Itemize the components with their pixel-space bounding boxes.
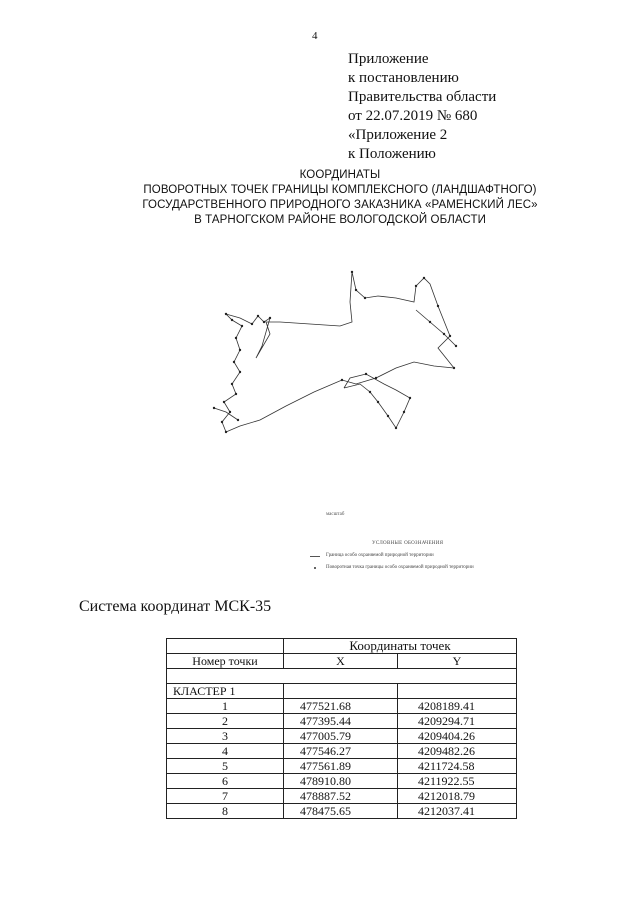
appendix-line: Правительства области xyxy=(348,89,497,105)
boundary-point xyxy=(351,271,353,273)
boundary-point xyxy=(225,313,227,315)
boundary-point xyxy=(455,345,457,347)
table-row xyxy=(167,744,517,759)
point-x: 478887.52 xyxy=(284,789,398,804)
point-x: 477395.44 xyxy=(284,714,398,729)
boundary-point xyxy=(377,401,379,403)
legend-point-symbol xyxy=(314,567,316,569)
title-line: ГОСУДАРСТВЕННОГО ПРИРОДНОГО ЗАКАЗНИКА «РАМЕНСКИЙ ЛЕС» xyxy=(142,199,538,211)
table-row xyxy=(167,729,517,744)
boundary-point xyxy=(269,317,271,319)
legend-line-symbol xyxy=(310,556,320,557)
table-spacer-row xyxy=(167,669,517,684)
table-row xyxy=(167,699,517,714)
boundary-point xyxy=(263,321,265,323)
point-y: 4209482.26 xyxy=(398,744,517,759)
column-header-x: X xyxy=(284,654,398,669)
table-spacer-cell xyxy=(167,669,517,684)
table-header-group: Координаты точек xyxy=(284,639,517,654)
table-header-row xyxy=(167,639,517,654)
legend-item xyxy=(300,562,474,574)
boundary-point xyxy=(231,383,233,385)
point-y: 4211724.58 xyxy=(398,759,517,774)
table-row xyxy=(167,774,517,789)
boundary-point xyxy=(375,377,377,379)
boundary-line xyxy=(416,310,456,346)
boundary-point xyxy=(257,315,259,317)
point-y: 4208189.41 xyxy=(398,699,517,714)
boundary-point xyxy=(449,335,451,337)
point-number: 2 xyxy=(167,714,284,729)
boundary-point xyxy=(341,379,343,381)
table-row xyxy=(167,789,517,804)
point-x: 477561.89 xyxy=(284,759,398,774)
boundary-point xyxy=(225,431,227,433)
boundary-point xyxy=(241,325,243,327)
legend-item-label: Поворотная точка границы особо охраняемой природной территории xyxy=(326,565,474,570)
point-x: 477546.27 xyxy=(284,744,398,759)
boundary-point xyxy=(369,391,371,393)
title-line: ПОВОРОТНЫХ ТОЧЕК ГРАНИЦЫ КОМПЛЕКСНОГО (ЛАНДШАФТНОГО) xyxy=(143,184,537,196)
boundary-point xyxy=(229,411,231,413)
boundary-point xyxy=(235,337,237,339)
boundary-point xyxy=(365,373,367,375)
boundary-point xyxy=(395,427,397,429)
coordinate-system-label: Система координат МСК-35 xyxy=(79,598,272,615)
boundary-point xyxy=(429,321,431,323)
point-x: 477521.68 xyxy=(284,699,398,714)
boundary-line xyxy=(214,408,238,420)
table-cell xyxy=(398,684,517,699)
table-row xyxy=(167,804,517,819)
point-number: 7 xyxy=(167,789,284,804)
legend-title: УСЛОВНЫЕ ОБОЗНАЧЕНИЯ xyxy=(372,541,444,546)
coordinates-table xyxy=(166,638,517,819)
point-y: 4212037.41 xyxy=(398,804,517,819)
boundary-point xyxy=(223,401,225,403)
boundary-point xyxy=(423,277,425,279)
appendix-line: от 22.07.2019 № 680 xyxy=(348,108,478,124)
boundary-point xyxy=(364,297,366,299)
boundary-point xyxy=(437,305,439,307)
boundary-point xyxy=(213,407,215,409)
appendix-line: «Приложение 2 xyxy=(348,127,448,143)
boundary-line xyxy=(344,374,410,428)
boundary-point xyxy=(453,367,455,369)
point-x: 478475.65 xyxy=(284,804,398,819)
point-y: 4212018.79 xyxy=(398,789,517,804)
legend-item-label: Граница особо охраняемой природной территории xyxy=(326,553,434,558)
table-cell xyxy=(284,684,398,699)
page-number: 4 xyxy=(312,30,318,42)
boundary-point xyxy=(239,371,241,373)
table-cluster-row xyxy=(167,684,517,699)
table-header-row xyxy=(167,654,517,669)
title-line: В ТАРНОГСКОМ РАЙОНЕ ВОЛОГОДСКОЙ ОБЛАСТИ xyxy=(194,214,486,226)
point-number: 3 xyxy=(167,729,284,744)
document-title xyxy=(0,168,640,228)
boundary-point xyxy=(415,285,417,287)
column-header-number: Номер точки xyxy=(167,654,284,669)
boundary-point xyxy=(221,421,223,423)
title-line: КООРДИНАТЫ xyxy=(299,169,381,181)
map-legend xyxy=(300,538,474,574)
boundary-point xyxy=(443,333,445,335)
boundary-point xyxy=(233,361,235,363)
appendix-line: к Положению xyxy=(348,146,436,162)
boundary-point xyxy=(237,419,239,421)
point-y: 4211922.55 xyxy=(398,774,517,789)
boundary-point xyxy=(409,397,411,399)
point-number: 1 xyxy=(167,699,284,714)
table-row xyxy=(167,759,517,774)
boundary-point xyxy=(231,319,233,321)
table-row xyxy=(167,714,517,729)
point-number: 4 xyxy=(167,744,284,759)
boundary-map xyxy=(200,262,480,442)
cluster-label: КЛАСТЕР 1 xyxy=(167,684,284,699)
point-x: 478910.80 xyxy=(284,774,398,789)
point-number: 5 xyxy=(167,759,284,774)
boundary-point xyxy=(239,349,241,351)
appendix-line: к постановлению xyxy=(348,70,459,86)
boundary-point xyxy=(387,415,389,417)
table-header-empty xyxy=(167,639,284,654)
boundary-point xyxy=(235,393,237,395)
point-x: 477005.79 xyxy=(284,729,398,744)
legend-item xyxy=(300,550,474,562)
boundary-point xyxy=(251,323,253,325)
point-y: 4209294.71 xyxy=(398,714,517,729)
boundary-point xyxy=(355,289,357,291)
column-header-y: Y xyxy=(398,654,517,669)
point-number: 8 xyxy=(167,804,284,819)
boundary-line xyxy=(222,272,454,432)
appendix-line: Приложение xyxy=(348,51,429,67)
map-scale-caption: масштаб xyxy=(326,512,345,517)
point-y: 4209404.26 xyxy=(398,729,517,744)
point-number: 6 xyxy=(167,774,284,789)
appendix-header xyxy=(348,50,496,164)
boundary-point xyxy=(403,411,405,413)
